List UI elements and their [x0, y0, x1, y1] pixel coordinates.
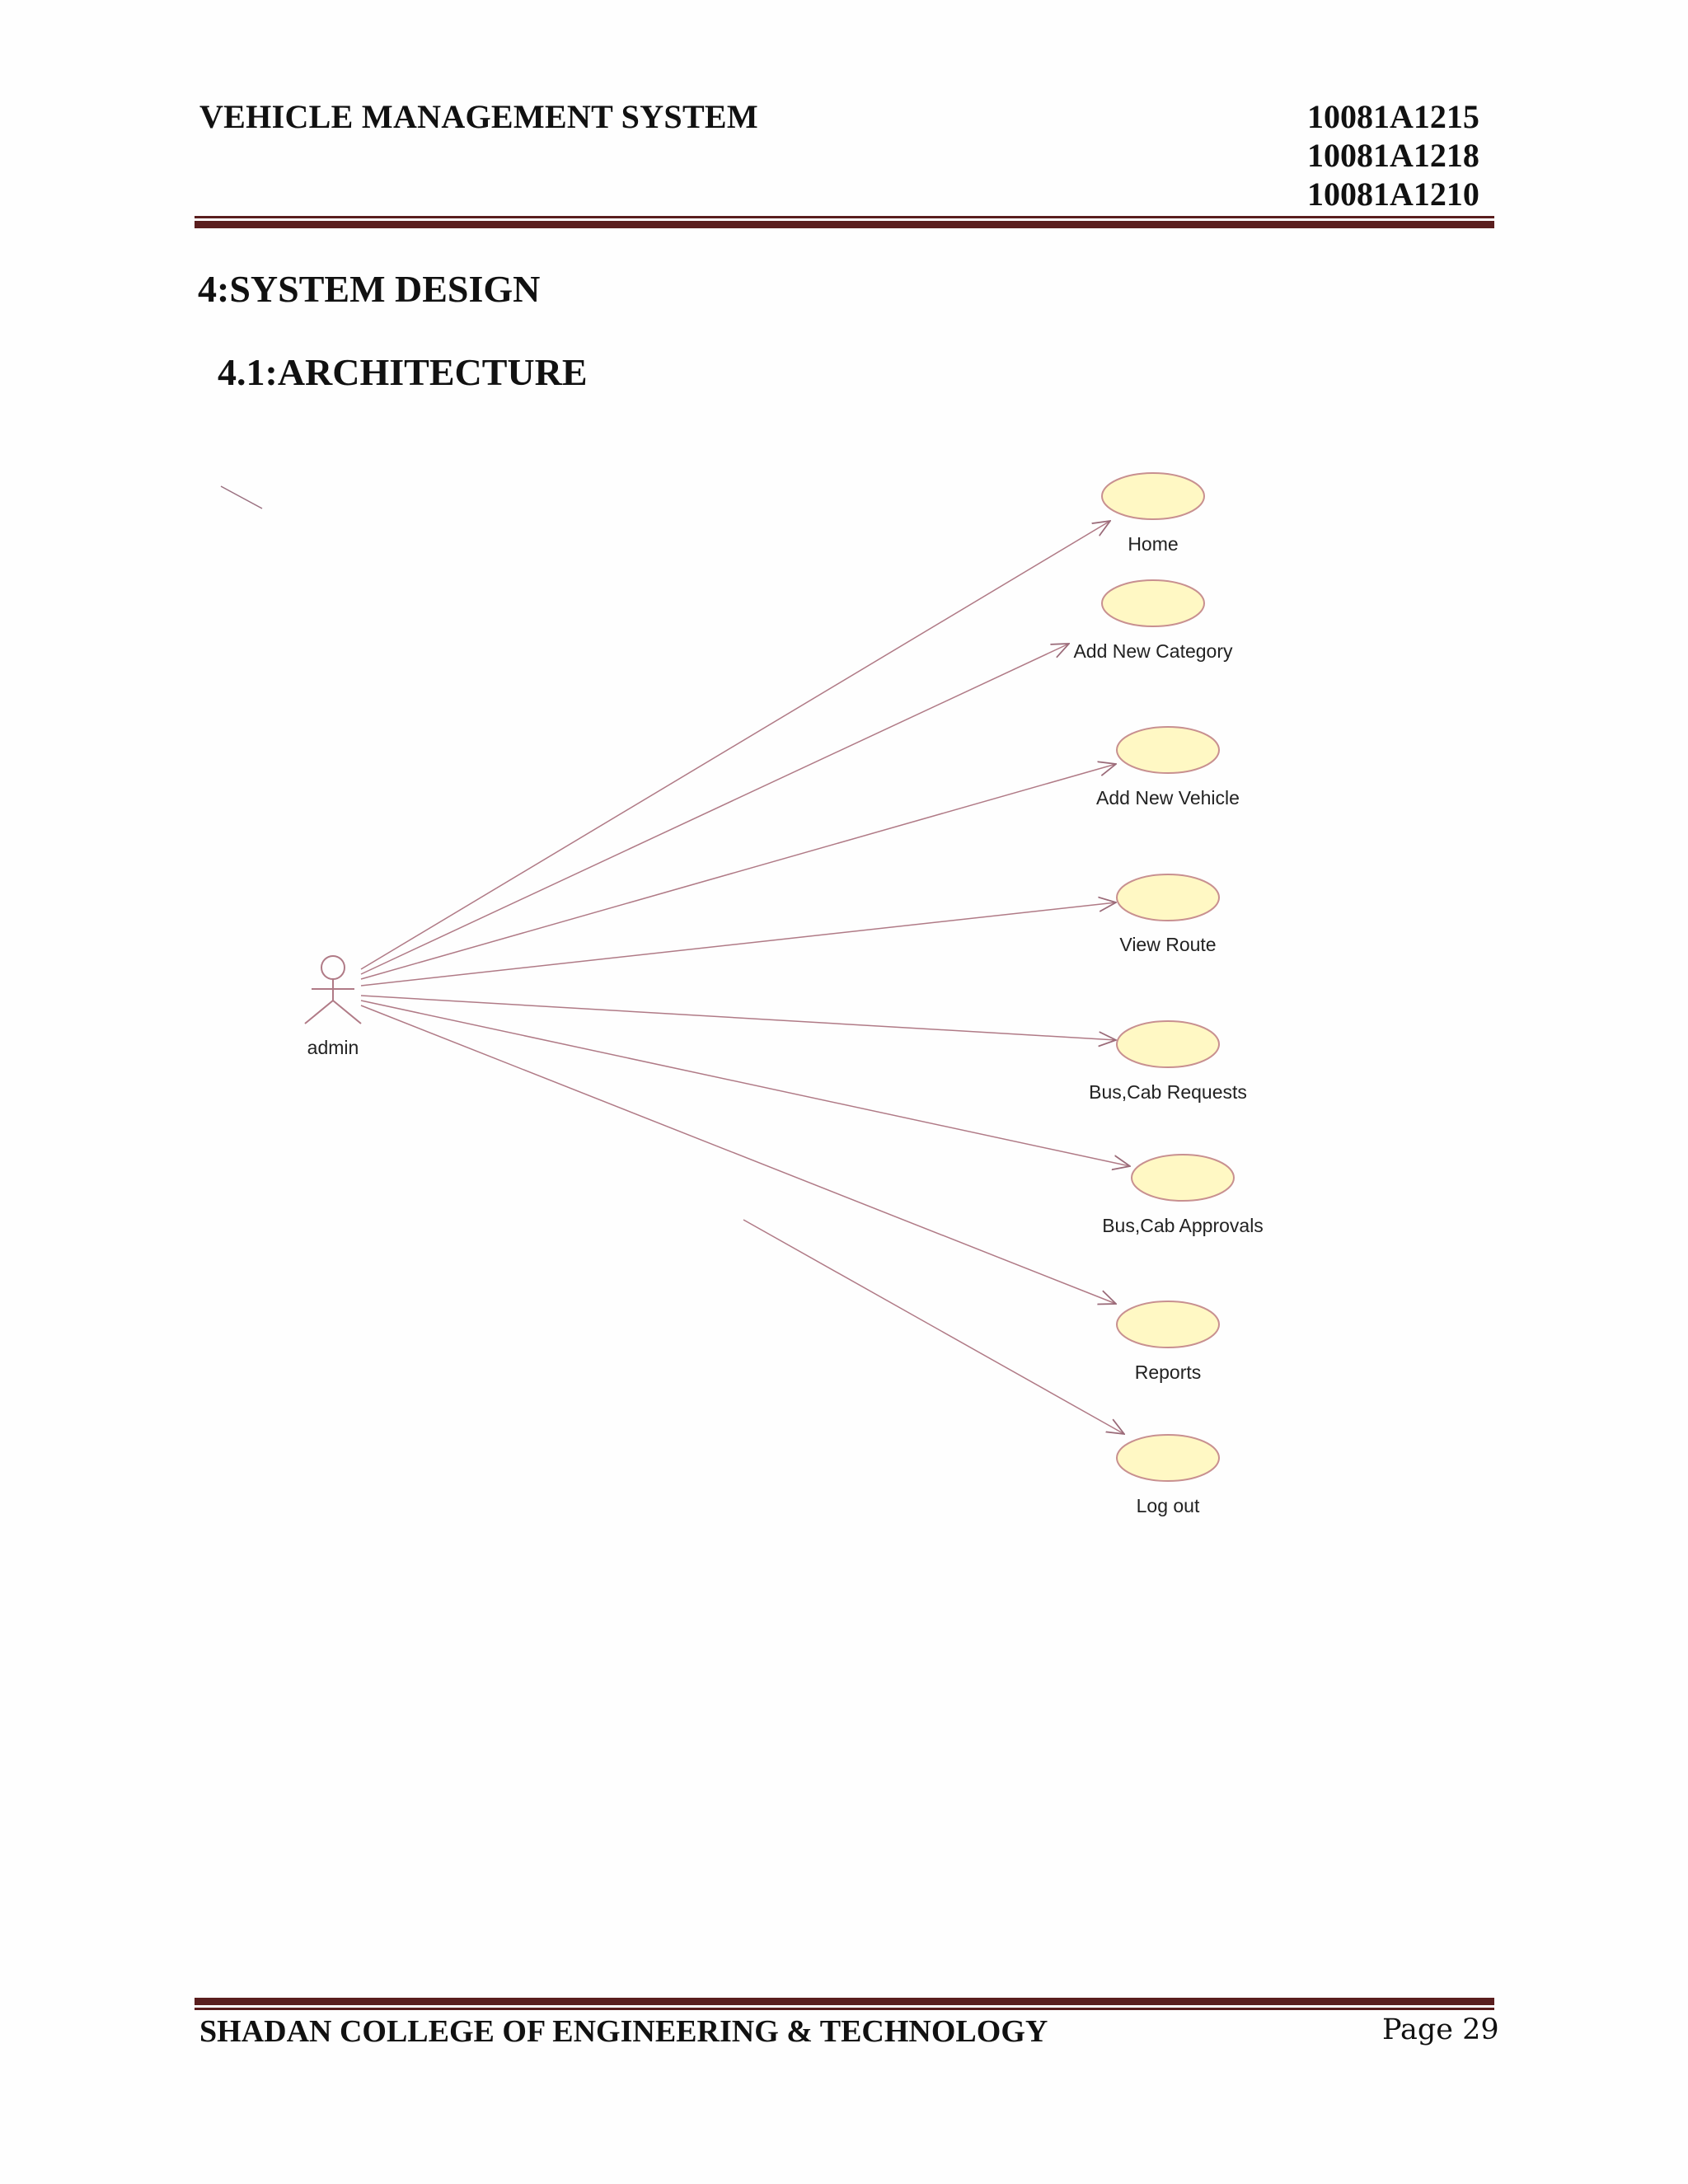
- section-heading: 4:SYSTEM DESIGN: [198, 268, 541, 310]
- association-line: [361, 902, 1116, 986]
- use-case-view-route: [1117, 874, 1219, 921]
- association-line: [361, 764, 1116, 979]
- stray-line: [221, 486, 262, 509]
- roll-number: 10081A1210: [1307, 176, 1479, 213]
- use-cases: [1102, 473, 1234, 1481]
- use-case-label: View Route: [1119, 934, 1217, 955]
- association-line: [361, 521, 1110, 969]
- association-line: [361, 996, 1116, 1040]
- association-line: [361, 1001, 1130, 1166]
- roll-number: 10081A1218: [1307, 137, 1479, 174]
- actor-admin: [305, 956, 361, 1024]
- associations: [361, 521, 1130, 1434]
- use-case-log-out: [1117, 1435, 1219, 1481]
- footer-rule-thin: [195, 2008, 1494, 2010]
- document-title: VEHICLE MANAGEMENT SYSTEM: [199, 98, 758, 135]
- actor-leg: [305, 1001, 333, 1024]
- roll-number: 10081A1215: [1307, 98, 1479, 135]
- use-case-home: [1102, 473, 1204, 519]
- use-case-bus-cab-approvals: [1132, 1155, 1234, 1201]
- use-case-label: Bus,Cab Requests: [1089, 1081, 1247, 1103]
- footer-college-name: SHADAN COLLEGE OF ENGINEERING & TECHNOLOGY: [199, 2014, 1048, 2049]
- actor-label: admin: [307, 1037, 359, 1058]
- use-case-label: Add New Category: [1073, 640, 1233, 662]
- use-case-label: Reports: [1134, 1361, 1202, 1383]
- use-case-label: Log out: [1136, 1495, 1200, 1516]
- association-line: [361, 644, 1069, 974]
- association-line: [743, 1220, 1124, 1434]
- use-case-label: Bus,Cab Approvals: [1102, 1215, 1264, 1236]
- use-case-bus-cab-requests: [1117, 1021, 1219, 1067]
- use-case-label: Home: [1128, 533, 1179, 555]
- footer-rule-thick: [195, 1998, 1494, 2005]
- use-case-add-new-category: [1102, 580, 1204, 626]
- use-case-add-new-vehicle: [1117, 727, 1219, 773]
- association-line: [361, 1005, 1116, 1304]
- actor-head: [321, 956, 345, 979]
- page-number: Page 29: [1382, 2013, 1499, 2046]
- use-case-reports: [1117, 1301, 1219, 1347]
- use-case-label: Add New Vehicle: [1096, 787, 1240, 808]
- actor-leg: [333, 1001, 361, 1024]
- subsection-heading: 4.1:ARCHITECTURE: [218, 351, 588, 393]
